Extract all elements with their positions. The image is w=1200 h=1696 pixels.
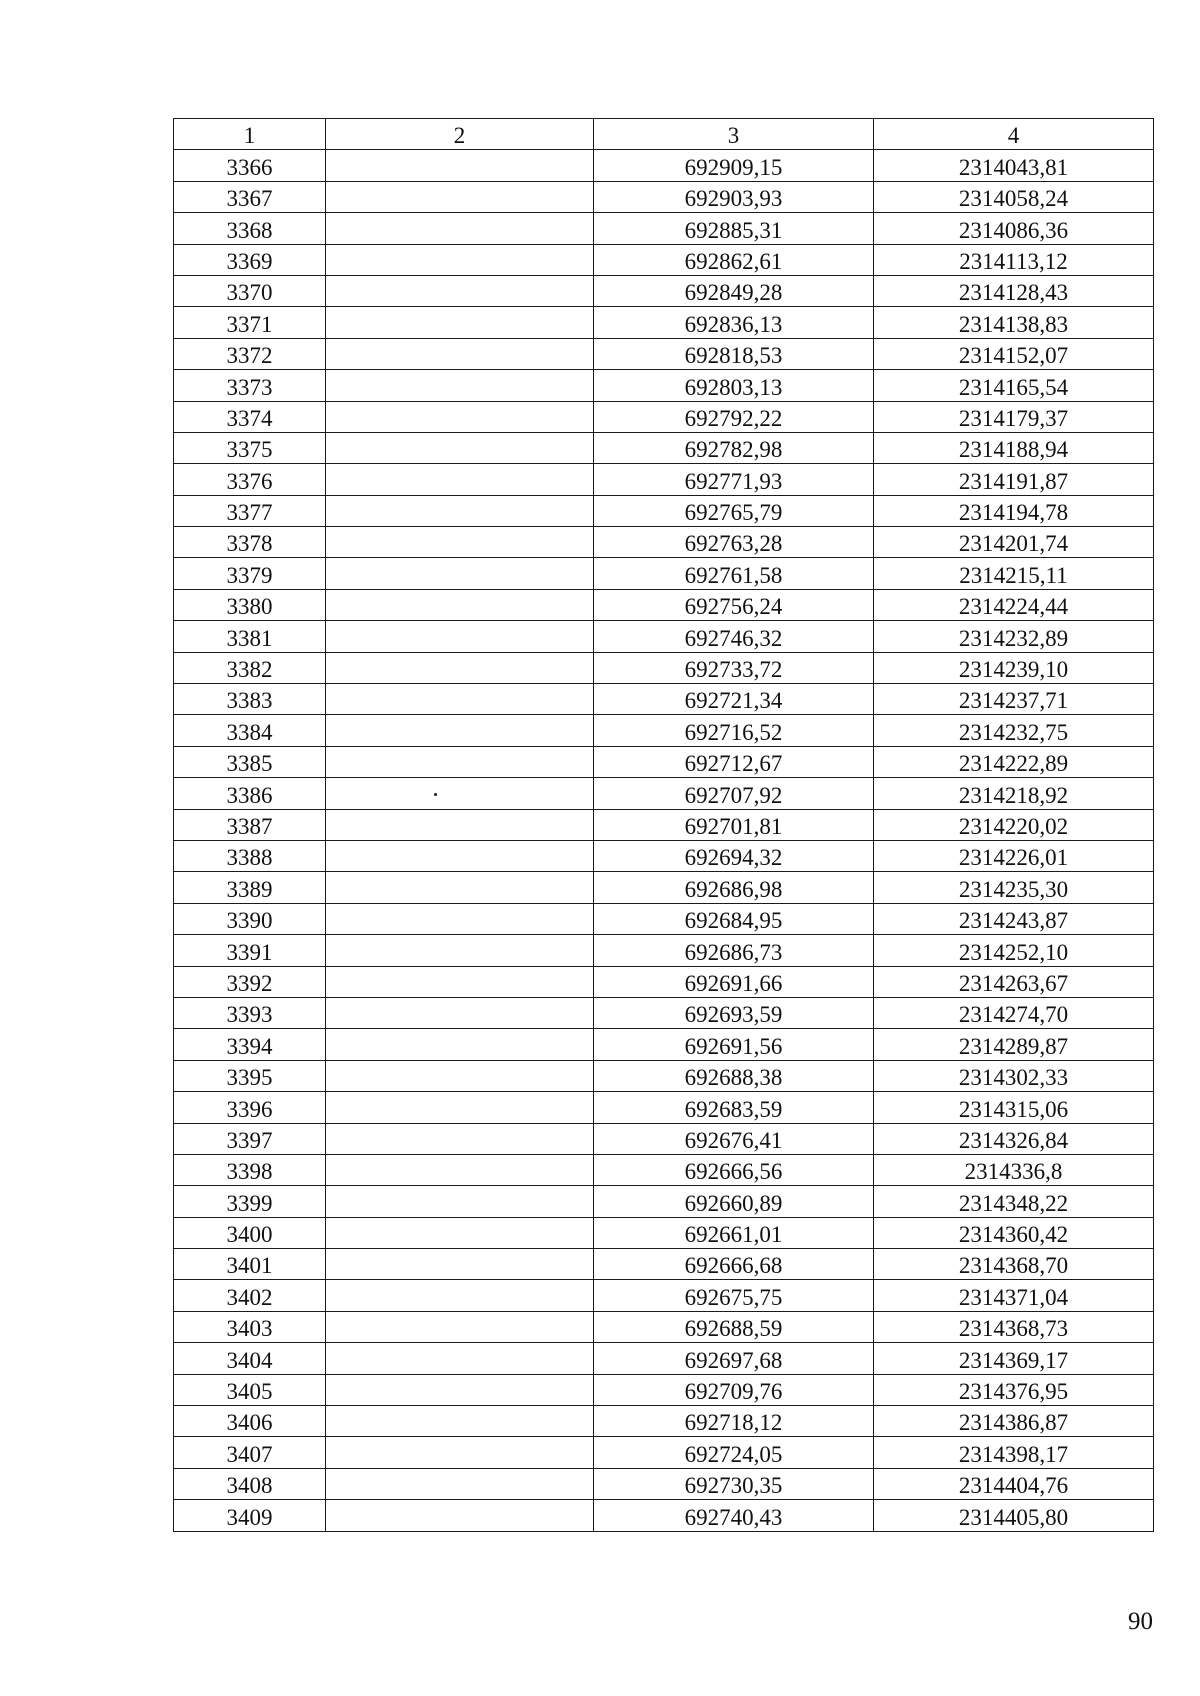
description-cell [326, 746, 594, 777]
table-row [174, 464, 1154, 495]
table-row [174, 1186, 1154, 1217]
table-row [174, 935, 1154, 966]
y-coordinate-cell: 2314376,95 [874, 1374, 1154, 1405]
point-number-cell: 3390 [174, 903, 326, 934]
description-cell [326, 1437, 594, 1468]
y-coordinate-cell: 2314405,80 [874, 1500, 1154, 1531]
point-number-cell: 3379 [174, 558, 326, 589]
description-cell [326, 1217, 594, 1248]
description-cell [326, 558, 594, 589]
y-coordinate-cell: 2314336,8 [874, 1154, 1154, 1185]
x-coordinate-cell: 692836,13 [594, 307, 874, 338]
description-cell [326, 1060, 594, 1091]
x-coordinate-cell: 692693,59 [594, 997, 874, 1028]
table-row [174, 809, 1154, 840]
scan-artifact-dot [434, 793, 437, 796]
description-cell [326, 903, 594, 934]
table-row [174, 872, 1154, 903]
table-row [174, 1029, 1154, 1060]
point-number-cell: 3400 [174, 1217, 326, 1248]
description-cell [326, 1249, 594, 1280]
y-coordinate-cell: 2314188,94 [874, 432, 1154, 463]
x-coordinate-cell: 692716,52 [594, 715, 874, 746]
y-coordinate-cell: 2314218,92 [874, 778, 1154, 809]
y-coordinate-cell: 2314215,11 [874, 558, 1154, 589]
y-coordinate-cell: 2314369,17 [874, 1343, 1154, 1374]
point-number-cell: 3374 [174, 401, 326, 432]
point-number-cell: 3401 [174, 1249, 326, 1280]
x-coordinate-cell: 692885,31 [594, 213, 874, 244]
x-coordinate-cell: 692712,67 [594, 746, 874, 777]
x-coordinate-cell: 692675,75 [594, 1280, 874, 1311]
description-cell [326, 1468, 594, 1499]
x-coordinate-cell: 692909,15 [594, 150, 874, 181]
table-row [174, 370, 1154, 401]
description-cell [326, 684, 594, 715]
table-row [174, 558, 1154, 589]
table-row [174, 1343, 1154, 1374]
table-row [174, 150, 1154, 181]
description-cell [326, 1500, 594, 1531]
description-cell [326, 809, 594, 840]
point-number-cell: 3368 [174, 213, 326, 244]
point-number-cell: 3375 [174, 432, 326, 463]
description-cell [326, 150, 594, 181]
point-number-cell: 3384 [174, 715, 326, 746]
x-coordinate-cell: 692660,89 [594, 1186, 874, 1217]
point-number-cell: 3371 [174, 307, 326, 338]
description-cell [326, 338, 594, 369]
y-coordinate-cell: 2314302,33 [874, 1060, 1154, 1091]
point-number-cell: 3395 [174, 1060, 326, 1091]
description-cell [326, 181, 594, 212]
description-cell [326, 589, 594, 620]
table-row [174, 589, 1154, 620]
table-row [174, 903, 1154, 934]
point-number-cell: 3405 [174, 1374, 326, 1405]
y-coordinate-cell: 2314165,54 [874, 370, 1154, 401]
description-cell [326, 1123, 594, 1154]
description-cell [326, 1374, 594, 1405]
y-coordinate-cell: 2314232,89 [874, 621, 1154, 652]
x-coordinate-cell: 692666,56 [594, 1154, 874, 1185]
description-cell [326, 872, 594, 903]
table-row [174, 1123, 1154, 1154]
point-number-cell: 3403 [174, 1311, 326, 1342]
description-cell [326, 652, 594, 683]
description-cell [326, 244, 594, 275]
y-coordinate-cell: 2314237,71 [874, 684, 1154, 715]
column-header-1: 1 [174, 119, 326, 150]
description-cell [326, 527, 594, 558]
table-row [174, 966, 1154, 997]
x-coordinate-cell: 692676,41 [594, 1123, 874, 1154]
x-coordinate-cell: 692763,28 [594, 527, 874, 558]
point-number-cell: 3408 [174, 1468, 326, 1499]
table-row [174, 1060, 1154, 1091]
y-coordinate-cell: 2314113,12 [874, 244, 1154, 275]
point-number-cell: 3404 [174, 1343, 326, 1374]
point-number-cell: 3402 [174, 1280, 326, 1311]
description-cell [326, 213, 594, 244]
x-coordinate-cell: 692782,98 [594, 432, 874, 463]
x-coordinate-cell: 692862,61 [594, 244, 874, 275]
point-number-cell: 3407 [174, 1437, 326, 1468]
description-cell [326, 370, 594, 401]
x-coordinate-cell: 692694,32 [594, 840, 874, 871]
description-cell [326, 1280, 594, 1311]
point-number-cell: 3367 [174, 181, 326, 212]
y-coordinate-cell: 2314326,84 [874, 1123, 1154, 1154]
x-coordinate-cell: 692756,24 [594, 589, 874, 620]
point-number-cell: 3376 [174, 464, 326, 495]
point-number-cell: 3383 [174, 684, 326, 715]
point-number-cell: 3377 [174, 495, 326, 526]
point-number-cell: 3366 [174, 150, 326, 181]
x-coordinate-cell: 692691,66 [594, 966, 874, 997]
x-coordinate-cell: 692771,93 [594, 464, 874, 495]
x-coordinate-cell: 692903,93 [594, 181, 874, 212]
x-coordinate-cell: 692803,13 [594, 370, 874, 401]
table-row [174, 715, 1154, 746]
y-coordinate-cell: 2314274,70 [874, 997, 1154, 1028]
x-coordinate-cell: 692688,38 [594, 1060, 874, 1091]
point-number-cell: 3393 [174, 997, 326, 1028]
table-row [174, 1437, 1154, 1468]
x-coordinate-cell: 692818,53 [594, 338, 874, 369]
x-coordinate-cell: 692709,76 [594, 1374, 874, 1405]
y-coordinate-cell: 2314404,76 [874, 1468, 1154, 1499]
table-row [174, 432, 1154, 463]
point-number-cell: 3385 [174, 746, 326, 777]
y-coordinate-cell: 2314086,36 [874, 213, 1154, 244]
table-row [174, 181, 1154, 212]
x-coordinate-cell: 692684,95 [594, 903, 874, 934]
y-coordinate-cell: 2314191,87 [874, 464, 1154, 495]
table-row [174, 1249, 1154, 1280]
description-cell [326, 275, 594, 306]
table-row [174, 1468, 1154, 1499]
table-row [174, 1280, 1154, 1311]
table-row [174, 652, 1154, 683]
table-row [174, 778, 1154, 809]
table-row [174, 1500, 1154, 1531]
point-number-cell: 3406 [174, 1406, 326, 1437]
point-number-cell: 3387 [174, 809, 326, 840]
x-coordinate-cell: 692765,79 [594, 495, 874, 526]
page-number: 90 [1128, 1608, 1153, 1635]
table-row [174, 1154, 1154, 1185]
point-number-cell: 3373 [174, 370, 326, 401]
table-row [174, 244, 1154, 275]
point-number-cell: 3372 [174, 338, 326, 369]
x-coordinate-cell: 692730,35 [594, 1468, 874, 1499]
y-coordinate-cell: 2314226,01 [874, 840, 1154, 871]
point-number-cell: 3396 [174, 1092, 326, 1123]
x-coordinate-cell: 692697,68 [594, 1343, 874, 1374]
y-coordinate-cell: 2314348,22 [874, 1186, 1154, 1217]
point-number-cell: 3388 [174, 840, 326, 871]
table-row [174, 746, 1154, 777]
y-coordinate-cell: 2314252,10 [874, 935, 1154, 966]
y-coordinate-cell: 2314368,70 [874, 1249, 1154, 1280]
y-coordinate-cell: 2314360,42 [874, 1217, 1154, 1248]
y-coordinate-cell: 2314386,87 [874, 1406, 1154, 1437]
x-coordinate-cell: 692688,59 [594, 1311, 874, 1342]
table-row [174, 1311, 1154, 1342]
y-coordinate-cell: 2314152,07 [874, 338, 1154, 369]
y-coordinate-cell: 2314222,89 [874, 746, 1154, 777]
table-body [174, 150, 1154, 1531]
point-number-cell: 3381 [174, 621, 326, 652]
column-header-2: 2 [326, 119, 594, 150]
x-coordinate-cell: 692746,32 [594, 621, 874, 652]
y-coordinate-cell: 2314371,04 [874, 1280, 1154, 1311]
table-row [174, 1092, 1154, 1123]
point-number-cell: 3382 [174, 652, 326, 683]
x-coordinate-cell: 692718,12 [594, 1406, 874, 1437]
point-number-cell: 3392 [174, 966, 326, 997]
point-number-cell: 3380 [174, 589, 326, 620]
y-coordinate-cell: 2314224,44 [874, 589, 1154, 620]
point-number-cell: 3409 [174, 1500, 326, 1531]
description-cell [326, 1186, 594, 1217]
y-coordinate-cell: 2314220,02 [874, 809, 1154, 840]
y-coordinate-cell: 2314043,81 [874, 150, 1154, 181]
table-row [174, 275, 1154, 306]
y-coordinate-cell: 2314315,06 [874, 1092, 1154, 1123]
y-coordinate-cell: 2314239,10 [874, 652, 1154, 683]
column-header-4: 4 [874, 119, 1154, 150]
description-cell [326, 1406, 594, 1437]
point-number-cell: 3398 [174, 1154, 326, 1185]
x-coordinate-cell: 692686,73 [594, 935, 874, 966]
description-cell [326, 432, 594, 463]
y-coordinate-cell: 2314235,30 [874, 872, 1154, 903]
x-coordinate-cell: 692792,22 [594, 401, 874, 432]
column-header-3: 3 [594, 119, 874, 150]
description-cell [326, 778, 594, 809]
y-coordinate-cell: 2314243,87 [874, 903, 1154, 934]
point-number-cell: 3369 [174, 244, 326, 275]
description-cell [326, 1154, 594, 1185]
y-coordinate-cell: 2314232,75 [874, 715, 1154, 746]
y-coordinate-cell: 2314263,67 [874, 966, 1154, 997]
point-number-cell: 3389 [174, 872, 326, 903]
y-coordinate-cell: 2314138,83 [874, 307, 1154, 338]
coordinates-table [173, 118, 1154, 1532]
y-coordinate-cell: 2314058,24 [874, 181, 1154, 212]
description-cell [326, 1311, 594, 1342]
table-row [174, 684, 1154, 715]
table-row [174, 338, 1154, 369]
description-cell [326, 401, 594, 432]
y-coordinate-cell: 2314194,78 [874, 495, 1154, 526]
table-row [174, 307, 1154, 338]
description-cell [326, 935, 594, 966]
y-coordinate-cell: 2314289,87 [874, 1029, 1154, 1060]
point-number-cell: 3394 [174, 1029, 326, 1060]
description-cell [326, 966, 594, 997]
x-coordinate-cell: 692849,28 [594, 275, 874, 306]
point-number-cell: 3386 [174, 778, 326, 809]
table-row [174, 997, 1154, 1028]
x-coordinate-cell: 692707,92 [594, 778, 874, 809]
description-cell [326, 621, 594, 652]
x-coordinate-cell: 692691,56 [594, 1029, 874, 1060]
x-coordinate-cell: 692661,01 [594, 1217, 874, 1248]
table-row [174, 621, 1154, 652]
x-coordinate-cell: 692761,58 [594, 558, 874, 589]
description-cell [326, 840, 594, 871]
description-cell [326, 307, 594, 338]
description-cell [326, 464, 594, 495]
x-coordinate-cell: 692733,72 [594, 652, 874, 683]
x-coordinate-cell: 692686,98 [594, 872, 874, 903]
table-row [174, 1406, 1154, 1437]
table-row [174, 213, 1154, 244]
table-row [174, 1374, 1154, 1405]
y-coordinate-cell: 2314201,74 [874, 527, 1154, 558]
y-coordinate-cell: 2314368,73 [874, 1311, 1154, 1342]
table-row [174, 1217, 1154, 1248]
description-cell [326, 1029, 594, 1060]
y-coordinate-cell: 2314398,17 [874, 1437, 1154, 1468]
x-coordinate-cell: 692683,59 [594, 1092, 874, 1123]
point-number-cell: 3397 [174, 1123, 326, 1154]
table-row [174, 495, 1154, 526]
y-coordinate-cell: 2314128,43 [874, 275, 1154, 306]
point-number-cell: 3378 [174, 527, 326, 558]
description-cell [326, 715, 594, 746]
table-header-row [174, 119, 1154, 150]
x-coordinate-cell: 692740,43 [594, 1500, 874, 1531]
x-coordinate-cell: 692666,68 [594, 1249, 874, 1280]
description-cell [326, 495, 594, 526]
y-coordinate-cell: 2314179,37 [874, 401, 1154, 432]
description-cell [326, 1092, 594, 1123]
table-row [174, 401, 1154, 432]
description-cell [326, 997, 594, 1028]
point-number-cell: 3399 [174, 1186, 326, 1217]
table-row [174, 527, 1154, 558]
x-coordinate-cell: 692724,05 [594, 1437, 874, 1468]
table-row [174, 840, 1154, 871]
x-coordinate-cell: 692721,34 [594, 684, 874, 715]
x-coordinate-cell: 692701,81 [594, 809, 874, 840]
description-cell [326, 1343, 594, 1374]
point-number-cell: 3391 [174, 935, 326, 966]
point-number-cell: 3370 [174, 275, 326, 306]
